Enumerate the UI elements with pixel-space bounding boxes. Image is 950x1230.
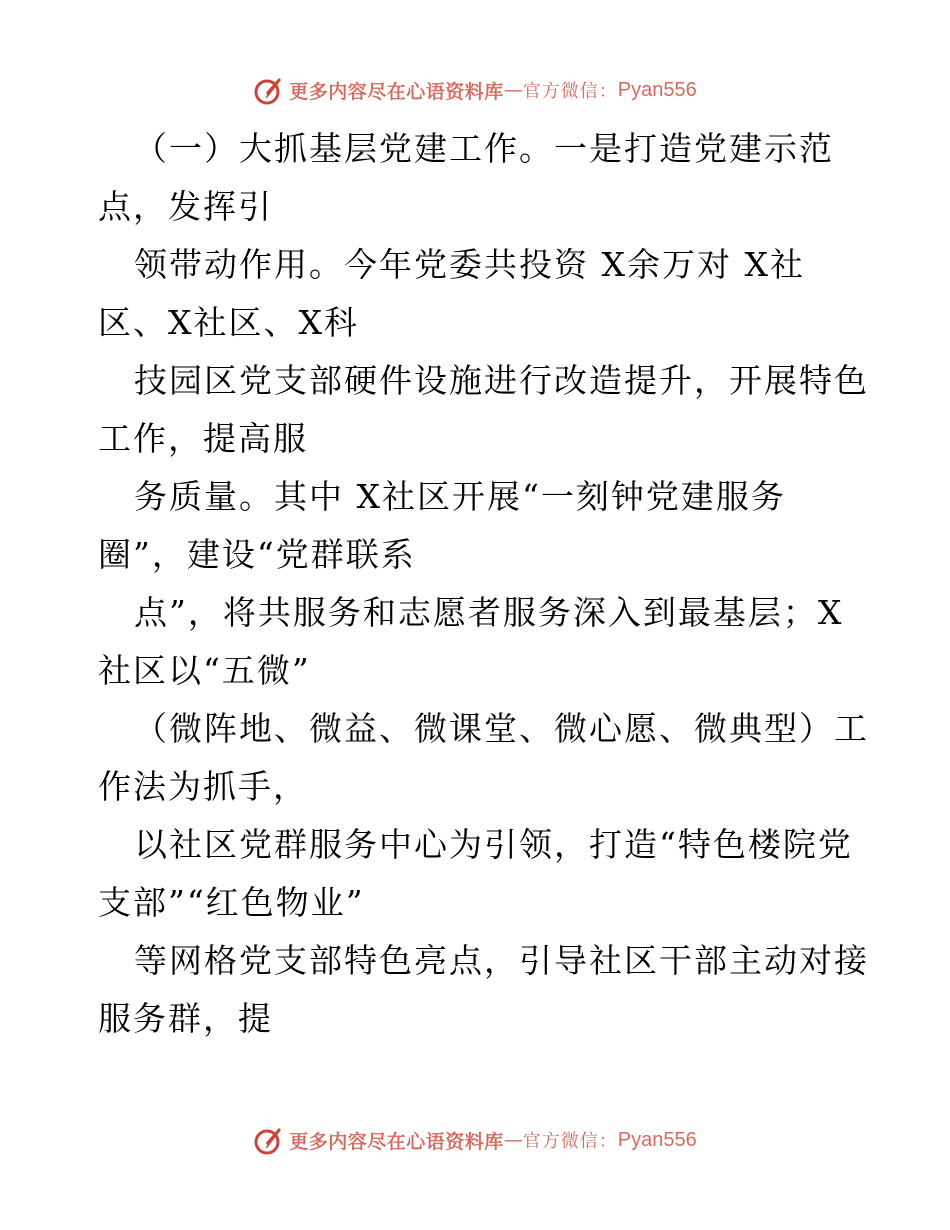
banner-brand-text: 更多内容尽在心语资料库 [289,80,504,103]
banner-wechat-id: Pyan556 [617,1128,697,1151]
text-line: 点”，将共服务和志愿者服务深入到最基层；X [134,593,844,632]
text-line: 服务群，提 [98,999,273,1038]
footer-banner [0,1120,950,1160]
banner-wechat-label: 官方微信： [522,1131,618,1152]
banner-separator: — [503,1129,523,1151]
banner-wechat-id: Pyan556 [617,78,697,101]
text-line: 区、X社区、X科 [98,303,359,342]
text-line: 领带动作用。今年党委共投资 X余万对 X社 [134,245,805,284]
text-line: （一）大抓基层党建工作。一是打造党建示范 [134,129,834,168]
quill-logo-icon [253,74,285,106]
text-line: 技园区党支部硬件设施进行改造提升，开展特色 [134,361,869,400]
text-line: 工作，提高服 [98,419,308,458]
text-line: 以社区党群服务中心为引领，打造“特色楼院党 [134,825,853,864]
quill-logo-icon [253,1124,285,1156]
document-body [98,120,869,1048]
banner-wechat-label: 官方微信： [522,81,618,102]
text-line: 作法为抓手， [98,767,308,806]
text-line: 支部”“红色物业” [98,883,365,922]
text-line: 务质量。其中 X社区开展“一刻钟党建服务 [134,477,786,516]
text-line: 等网格党支部特色亮点，引导社区干部主动对接 [134,941,869,980]
banner-brand-text: 更多内容尽在心语资料库 [289,1130,504,1153]
text-line: 点，发挥引 [98,187,273,226]
text-line: 社区以“五微” [98,651,311,690]
text-line: （微阵地、微益、微课堂、微心愿、微典型）工 [134,709,869,748]
banner-separator: — [503,79,523,101]
header-banner [0,70,950,110]
text-line: 圈”，建设“党群联系 [98,535,416,574]
